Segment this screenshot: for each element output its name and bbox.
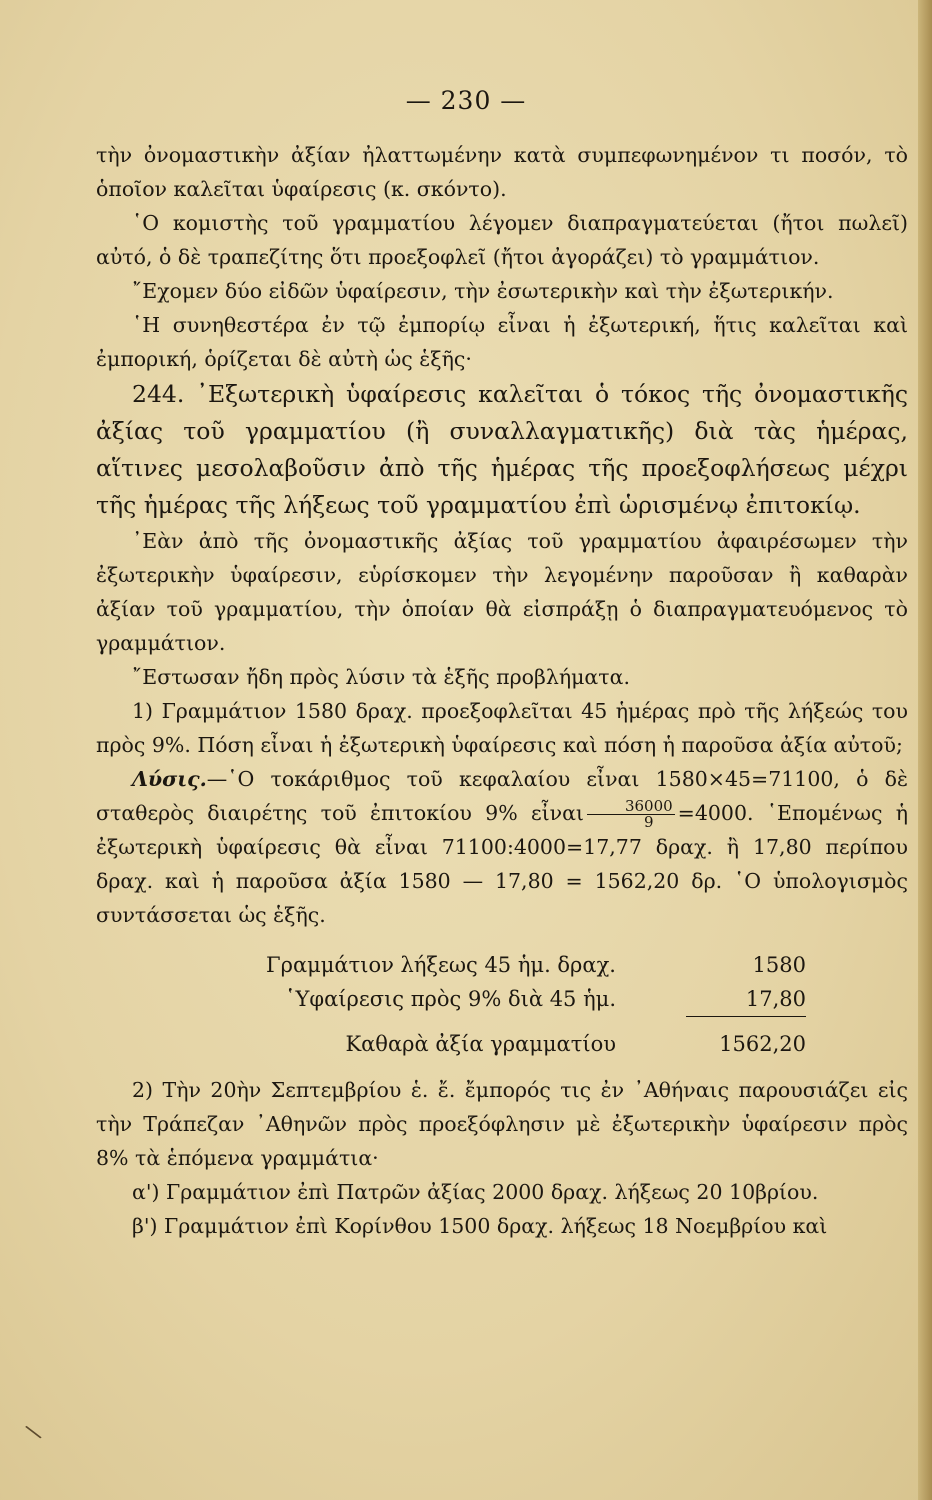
fraction-numerator: 36000 <box>587 799 675 815</box>
ledger-label: Γραμμάτιον λήξεως 45 ἡμ. δραχ. <box>266 953 616 977</box>
calculation-ledger <box>96 948 908 1063</box>
paragraph-6: ᾿Εὰν ἀπὸ τῆς ὀνομαστικῆς ἀξίας τοῦ γραμματίου ἀφαιρέσωμεν τὴν ἐξωτερικὴν ὑφαίρεσιν, εὑρίσκομεν τὴν λεγομένην παροῦσαν ἢ καθαρὰν ἀξίαν τοῦ γραμματίου, τὴν ὁποίαν θὰ εἰσπράξῃ ὁ διαπραγματευόμενος τὸ γραμμάτιον. <box>96 529 908 655</box>
problem-1: 1) Γραμμάτιον 1580 δραχ. προεξοφλεῖται 45 ἡμέρας πρὸ τῆς λήξεώς του πρὸς 9%. Πόση εἶναι ἡ ἐξωτερικὴ ὑφαίρεσις καὶ πόση ἡ παροῦσα ἀξία αὐτοῦ; <box>96 699 908 757</box>
ledger-label: ῾Υφαίρεσις πρὸς 9% διὰ 45 ἡμ. <box>285 987 616 1011</box>
ledger-row-net-value <box>96 1025 908 1063</box>
solution-paragraph <box>96 762 908 932</box>
paragraph-3: ῎Εχομεν δύο εἰδῶν ὑφαίρεσιν, τὴν ἐσωτερικὴν καὶ τὴν ἐξωτερικήν. <box>132 279 834 303</box>
paragraph-7: ῎Εστωσαν ἤδη πρὸς λύσιν τὰ ἑξῆς προβλήματα. <box>132 665 630 689</box>
section-definition: ᾿Εξωτερικὴ ὑφαίρεσις καλεῖται ὁ τόκος τῆς ὀνομαστικῆς ἀξίας τοῦ γραμματίου (ἢ συναλλαγματικῆς) διὰ τὰς ἡμέρας, αἵτινες μεσολαβοῦσιν ἀπὸ τῆς ἡμέρας τῆς προεξοφλήσεως μέχρι τῆς ἡμέρας τῆς λήξεως τοῦ γραμματίου ἐπὶ ὡρισμένῳ ἐπιτοκίῳ. <box>96 380 908 519</box>
page-body <box>96 138 908 1243</box>
ledger-row-face-value <box>96 948 908 982</box>
fraction-denominator: 9 <box>644 813 654 831</box>
ledger-total-label: Καθαρὰ ἀξία γραμματίου <box>345 1032 616 1056</box>
ledger-total-amount: 1562,20 <box>719 1032 806 1056</box>
solution-label: Λύσις. <box>132 767 207 791</box>
paragraph-4: ῾Η συνηθεστέρα ἐν τῷ ἐμπορίῳ εἶναι ἡ ἐξωτερική, ἥτις καλεῖται καὶ ἐμπορική, ὁρίζεται δὲ αὐτὴ ὡς ἑξῆς· <box>96 313 908 371</box>
page-edge <box>918 0 932 1500</box>
item-b: β') Γραμμάτιον ἐπὶ Κορίνθου 1500 δραχ. λήξεως 18 Νοεμβρίου καὶ <box>132 1214 828 1238</box>
section-number: 244. <box>132 380 185 408</box>
page-number: — 230 — <box>405 86 527 115</box>
ledger-amount: 17,80 <box>745 987 806 1011</box>
item-a: α') Γραμμάτιον ἐπὶ Πατρῶν ἀξίας 2000 δραχ. λήξεως 20 10βρίου. <box>132 1180 819 1204</box>
solution-text-b: =4000. ῾Επομένως ἡ ἐξωτερικὴ ὑφαίρεσις θὰ εἶναι 71100:4000=17,77 δραχ. ἢ 17,80 περίπου δραχ. καὶ ἡ παροῦσα ἀξία 1580 — 17,80 = 1562,20 δρ. ῾Ο ὑπολογισμὸς συντάσσεται ὡς ἑξῆς. <box>96 801 909 927</box>
solution-text-a: —῾Ο τοκάριθμος τοῦ κεφαλαίου εἶναι 1580×45=71100, ὁ δὲ σταθερὸς διαιρέτης τοῦ ἐπιτοκίου 9% εἶναι <box>96 767 908 825</box>
sum-rule <box>686 1016 806 1025</box>
problem-2: 2) Τὴν 20ὴν Σεπτεμβρίου ἑ. ἔ. ἔμπορός τις ἐν ᾿Αθήναις παρουσιάζει εἰς τὴν Τράπεζαν ᾿Αθηνῶν πρὸς προεξόφλησιν μὲ ἐξωτερικὴν ὑφαίρεσιν πρὸς 8% τὰ ἑπόμενα γραμμάτια· <box>96 1078 908 1170</box>
section-244 <box>96 376 908 524</box>
paragraph-2: ῾Ο κομιστὴς τοῦ γραμματίου λέγομεν διαπραγματεύεται (ἤτοι πωλεῖ) αὐτό, ὁ δὲ τραπεζίτης ὅτι προεξοφλεῖ (ἤτοι ἀγοράζει) τὸ γραμμάτιον. <box>96 211 908 269</box>
ledger-row-discount <box>96 982 908 1016</box>
divisor-fraction <box>587 799 675 830</box>
pencil-mark: \ <box>23 1420 44 1445</box>
paragraph-1: τὴν ὀνομαστικὴν ἀξίαν ἠλαττωμένην κατὰ συμπεφωνημένον τι ποσόν, τὸ ὁποῖον καλεῖται ὑφαίρεσις (κ. σκόντο). <box>96 143 908 201</box>
ledger-amount: 1580 <box>752 953 806 977</box>
